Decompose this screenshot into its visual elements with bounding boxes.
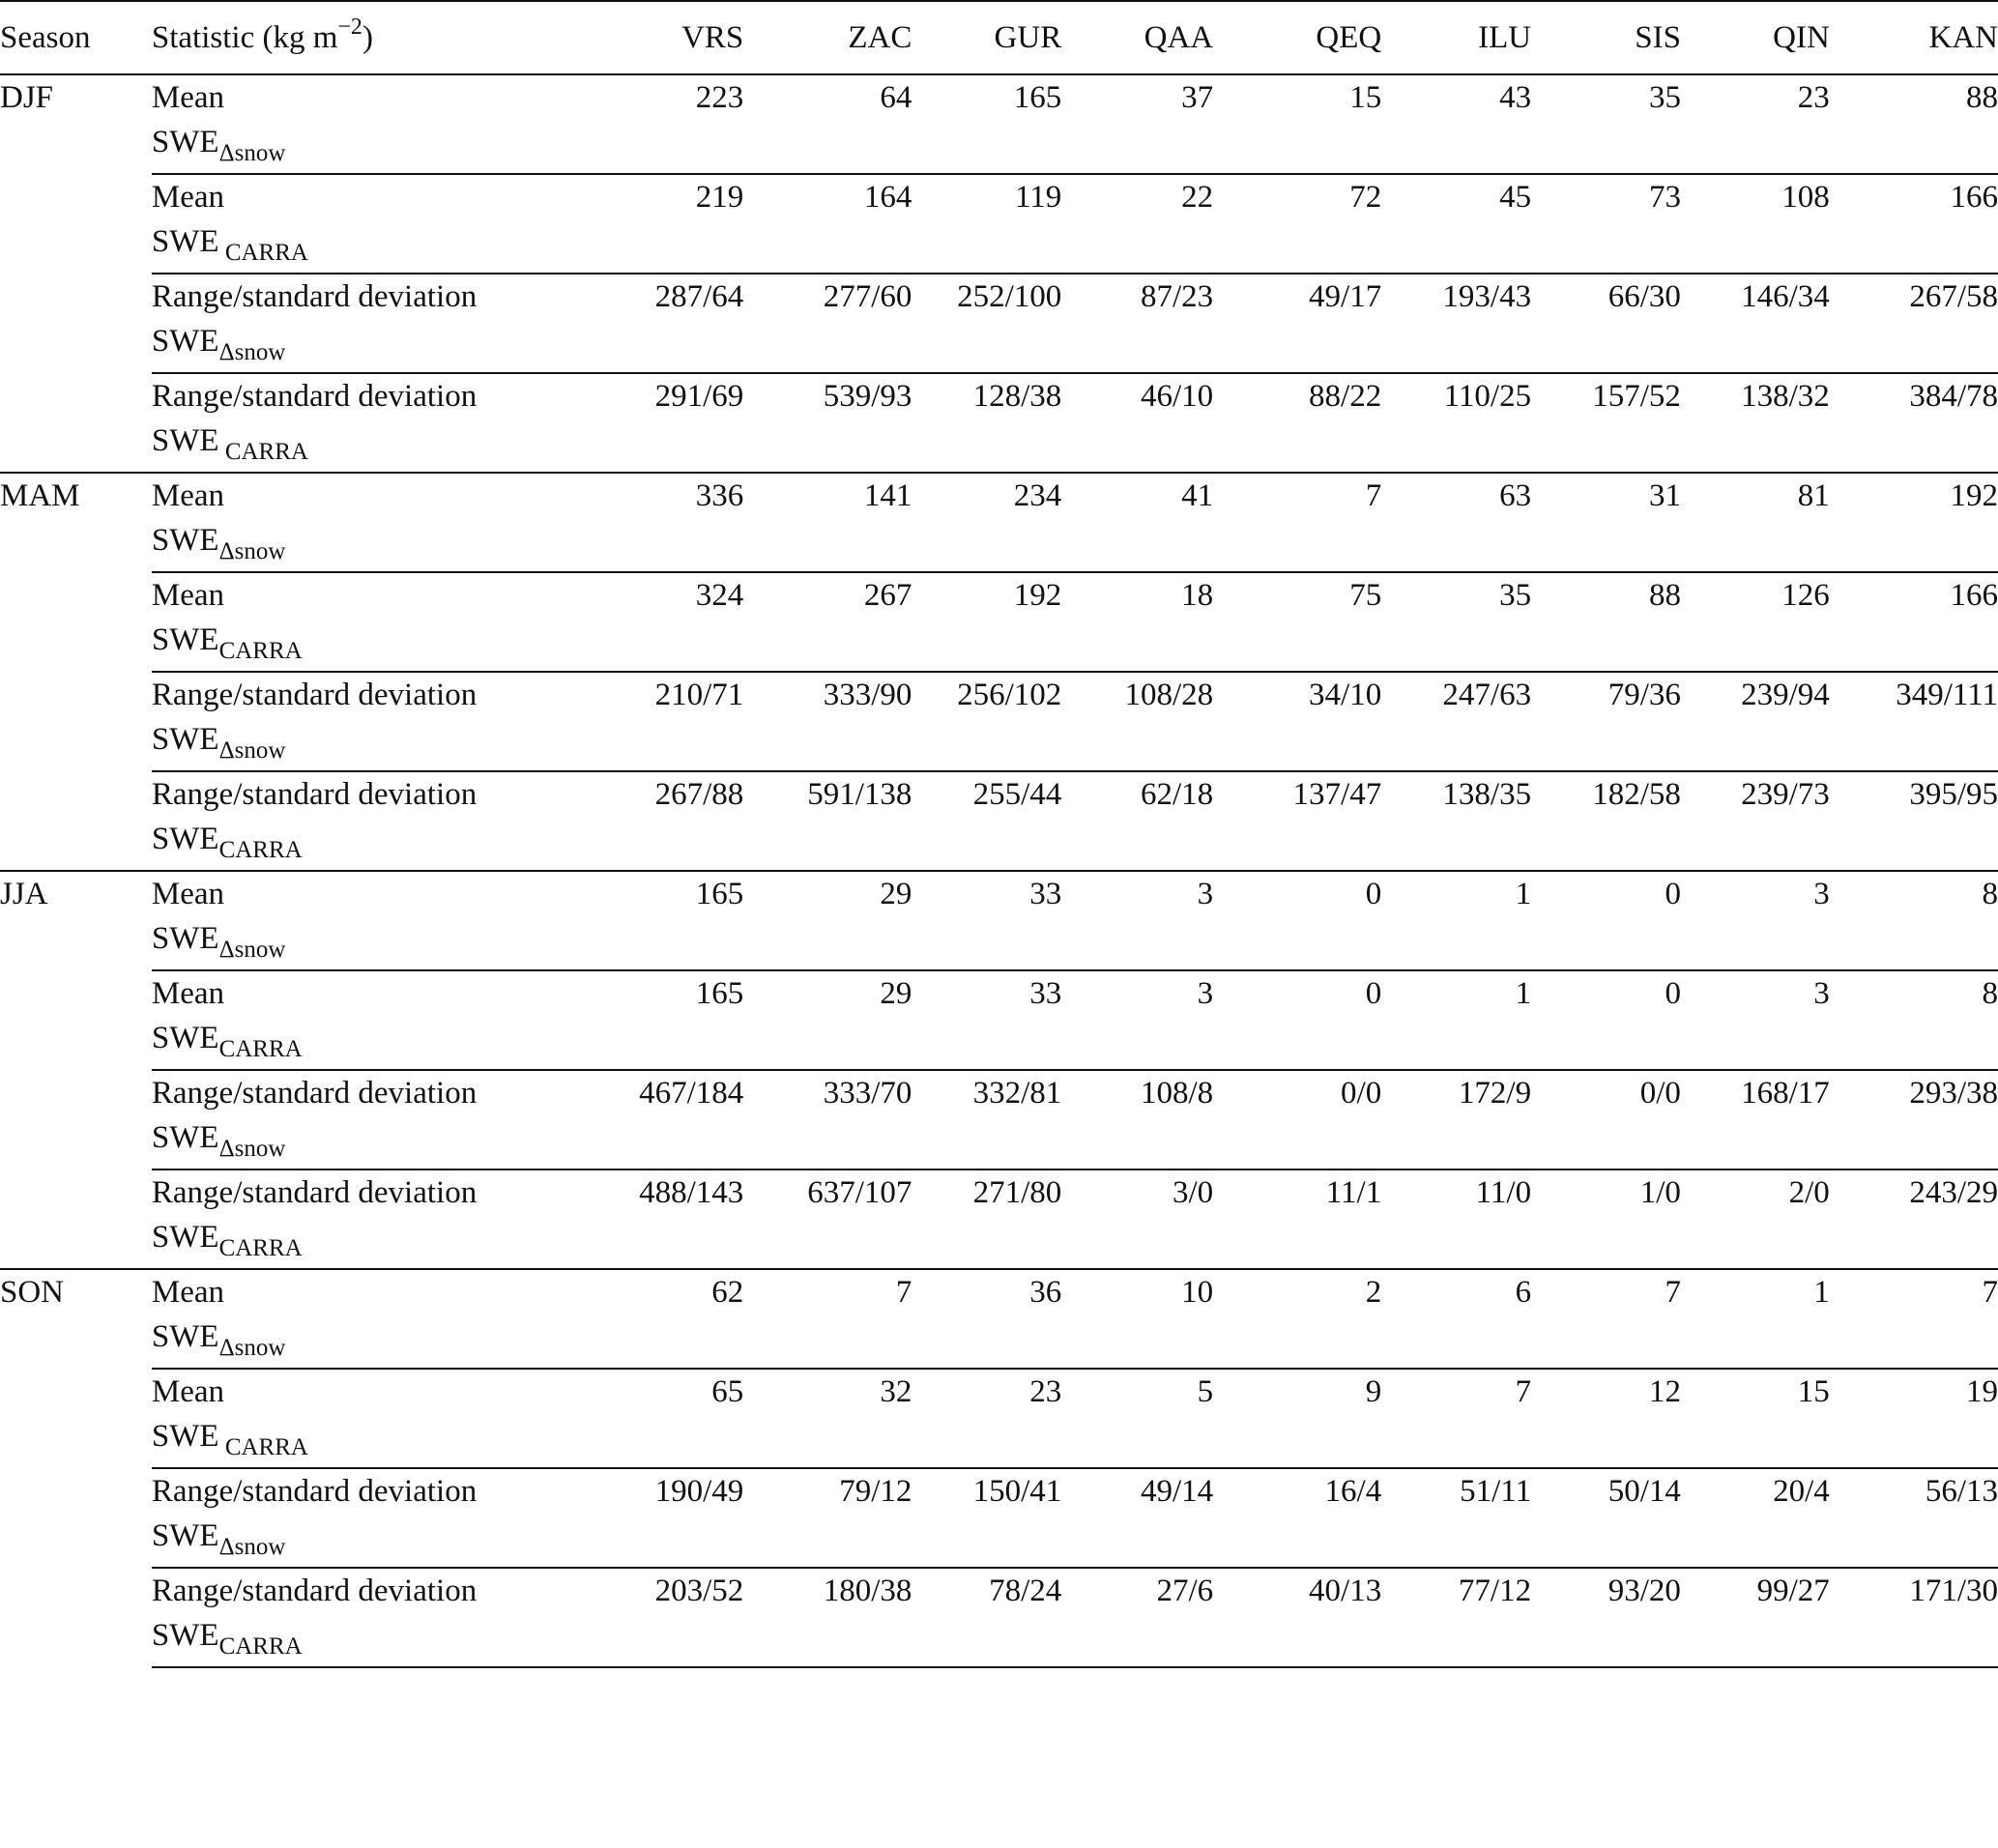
- header-row: [0, 1, 1998, 74]
- variable-name: SWE: [151, 324, 219, 359]
- statistic-label: Mean: [151, 578, 225, 613]
- value-cell: 8: [1830, 871, 1998, 970]
- variable-name: SWE: [151, 1618, 219, 1653]
- table-row: [0, 1568, 1998, 1667]
- variable-label: [152, 1215, 597, 1259]
- variable-name: SWE: [151, 921, 219, 956]
- table-row: [0, 871, 1998, 970]
- statistic-cell: [152, 473, 597, 572]
- value-cell: 16/4: [1213, 1468, 1381, 1568]
- variable-subscript: Δsnow: [218, 538, 286, 564]
- value-cell: 336: [596, 473, 743, 572]
- variable-label: [152, 120, 597, 164]
- value-cell: 56/13: [1830, 1468, 1998, 1568]
- value-cell: 0/0: [1531, 1070, 1681, 1169]
- value-cell: 63: [1381, 473, 1531, 572]
- value-cell: 3: [1681, 970, 1830, 1070]
- statistic-label: Range/standard deviation: [151, 1175, 478, 1210]
- value-cell: 88: [1531, 572, 1681, 672]
- value-cell: 29: [743, 871, 912, 970]
- value-cell: 193/43: [1381, 274, 1531, 373]
- value-cell: 192: [1830, 473, 1998, 572]
- value-cell: 64: [743, 74, 912, 174]
- value-cell: 384/78: [1830, 373, 1998, 473]
- statistic-cell: [152, 274, 597, 373]
- value-cell: 33: [912, 871, 1061, 970]
- value-cell: 6: [1381, 1269, 1531, 1369]
- statistic-cell: [152, 1369, 597, 1468]
- value-cell: 141: [743, 473, 912, 572]
- variable-label: [152, 219, 597, 264]
- value-cell: 79/36: [1531, 672, 1681, 771]
- variable-subscript: CARRA: [218, 439, 308, 465]
- variable-label: [152, 1016, 597, 1060]
- variable-subscript: CARRA: [218, 1434, 308, 1460]
- table-row: [0, 672, 1998, 771]
- statistic-label: Range/standard deviation: [151, 678, 478, 712]
- statistic-label: Mean: [151, 180, 225, 215]
- value-cell: 192: [912, 572, 1061, 672]
- value-cell: 108/28: [1061, 672, 1213, 771]
- value-cell: 488/143: [596, 1169, 743, 1269]
- value-cell: 256/102: [912, 672, 1061, 771]
- value-cell: 333/70: [743, 1070, 912, 1169]
- value-cell: 287/64: [596, 274, 743, 373]
- value-cell: 34/10: [1213, 672, 1381, 771]
- variable-label: [152, 1314, 597, 1359]
- variable-label: [152, 518, 597, 563]
- value-cell: 239/73: [1681, 771, 1830, 871]
- variable-name: SWE: [151, 822, 219, 856]
- statistic-label: Range/standard deviation: [151, 777, 478, 812]
- season-cell: MAM: [0, 473, 152, 871]
- value-cell: 119: [912, 174, 1061, 274]
- value-cell: 18: [1061, 572, 1213, 672]
- value-cell: 223: [596, 74, 743, 174]
- season-cell: JJA: [0, 871, 152, 1269]
- value-cell: 65: [596, 1369, 743, 1468]
- value-cell: 29: [743, 970, 912, 1070]
- header-statistic-suffix: ): [362, 20, 373, 55]
- variable-label: [152, 1414, 597, 1458]
- value-cell: 467/184: [596, 1070, 743, 1169]
- header-statistic-exponent: −2: [337, 14, 362, 40]
- value-cell: 87/23: [1061, 274, 1213, 373]
- value-cell: 7: [743, 1269, 912, 1369]
- table-row: [0, 1070, 1998, 1169]
- value-cell: 277/60: [743, 274, 912, 373]
- header-station: SIS: [1531, 1, 1681, 74]
- value-cell: 293/38: [1830, 1070, 1998, 1169]
- season-cell: DJF: [0, 74, 152, 473]
- statistic-label: Mean: [151, 976, 225, 1011]
- statistic-label: Mean: [151, 1374, 225, 1409]
- table-row: [0, 174, 1998, 274]
- value-cell: 0: [1213, 871, 1381, 970]
- header-station: GUR: [912, 1, 1061, 74]
- value-cell: 1: [1681, 1269, 1830, 1369]
- statistic-label: Mean: [151, 877, 225, 911]
- value-cell: 40/13: [1213, 1568, 1381, 1667]
- value-cell: 637/107: [743, 1169, 912, 1269]
- value-cell: 66/30: [1531, 274, 1681, 373]
- value-cell: 165: [596, 871, 743, 970]
- value-cell: 332/81: [912, 1070, 1061, 1169]
- value-cell: 182/58: [1531, 771, 1681, 871]
- value-cell: 3: [1061, 970, 1213, 1070]
- value-cell: 180/38: [743, 1568, 912, 1667]
- table-row: [0, 970, 1998, 1070]
- header-season: Season: [0, 1, 152, 74]
- value-cell: 2: [1213, 1269, 1381, 1369]
- statistic-label: Mean: [151, 478, 225, 513]
- value-cell: 43: [1381, 74, 1531, 174]
- value-cell: 7: [1531, 1269, 1681, 1369]
- value-cell: 0: [1213, 970, 1381, 1070]
- table-row: [0, 473, 1998, 572]
- value-cell: 35: [1381, 572, 1531, 672]
- value-cell: 62/18: [1061, 771, 1213, 871]
- value-cell: 51/11: [1381, 1468, 1531, 1568]
- statistic-cell: [152, 771, 597, 871]
- value-cell: 32: [743, 1369, 912, 1468]
- value-cell: 2/0: [1681, 1169, 1830, 1269]
- value-cell: 166: [1830, 174, 1998, 274]
- variable-label: [152, 717, 597, 762]
- variable-label: [152, 916, 597, 961]
- statistic-label: Range/standard deviation: [151, 279, 478, 314]
- value-cell: 219: [596, 174, 743, 274]
- value-cell: 88/22: [1213, 373, 1381, 473]
- value-cell: 252/100: [912, 274, 1061, 373]
- table-row: [0, 1269, 1998, 1369]
- table-row: [0, 572, 1998, 672]
- variable-subscript: CARRA: [218, 1235, 303, 1261]
- table-row: [0, 1169, 1998, 1269]
- variable-subscript: Δsnow: [218, 937, 286, 963]
- value-cell: 78/24: [912, 1568, 1061, 1667]
- statistic-cell: [152, 572, 597, 672]
- value-cell: 239/94: [1681, 672, 1830, 771]
- value-cell: 267/58: [1830, 274, 1998, 373]
- value-cell: 138/32: [1681, 373, 1830, 473]
- statistic-cell: [152, 174, 597, 274]
- value-cell: 75: [1213, 572, 1381, 672]
- value-cell: 172/9: [1381, 1070, 1531, 1169]
- value-cell: 126: [1681, 572, 1830, 672]
- header-station: VRS: [596, 1, 743, 74]
- variable-name: SWE: [151, 1021, 219, 1055]
- value-cell: 27/6: [1061, 1568, 1213, 1667]
- statistic-label: Range/standard deviation: [151, 1574, 478, 1608]
- statistic-cell: [152, 1269, 597, 1369]
- value-cell: 46/10: [1061, 373, 1213, 473]
- value-cell: 72: [1213, 174, 1381, 274]
- value-cell: 73: [1531, 174, 1681, 274]
- header-station: QIN: [1681, 1, 1830, 74]
- value-cell: 77/12: [1381, 1568, 1531, 1667]
- value-cell: 247/63: [1381, 672, 1531, 771]
- variable-label: [152, 319, 597, 363]
- variable-subscript: CARRA: [218, 638, 303, 664]
- value-cell: 3: [1061, 871, 1213, 970]
- season-cell: SON: [0, 1269, 152, 1667]
- value-cell: 324: [596, 572, 743, 672]
- value-cell: 11/0: [1381, 1169, 1531, 1269]
- value-cell: 267: [743, 572, 912, 672]
- header-station: ZAC: [743, 1, 912, 74]
- value-cell: 271/80: [912, 1169, 1061, 1269]
- header-station: QEQ: [1213, 1, 1381, 74]
- value-cell: 291/69: [596, 373, 743, 473]
- value-cell: 11/1: [1213, 1169, 1381, 1269]
- value-cell: 108/8: [1061, 1070, 1213, 1169]
- value-cell: 210/71: [596, 672, 743, 771]
- value-cell: 99/27: [1681, 1568, 1830, 1667]
- value-cell: 110/25: [1381, 373, 1531, 473]
- value-cell: 81: [1681, 473, 1830, 572]
- value-cell: 22: [1061, 174, 1213, 274]
- table-row: [0, 373, 1998, 473]
- variable-name: SWE: [151, 1120, 219, 1155]
- statistic-cell: [152, 1568, 597, 1667]
- variable-name: SWE: [151, 224, 219, 259]
- variable-subscript: Δsnow: [218, 1335, 286, 1361]
- header-station: ILU: [1381, 1, 1531, 74]
- value-cell: 0/0: [1213, 1070, 1381, 1169]
- variable-name: SWE: [151, 423, 219, 458]
- statistic-cell: [152, 1169, 597, 1269]
- variable-label: [152, 1514, 597, 1558]
- value-cell: 157/52: [1531, 373, 1681, 473]
- value-cell: 1/0: [1531, 1169, 1681, 1269]
- variable-subscript: Δsnow: [218, 737, 286, 764]
- value-cell: 79/12: [743, 1468, 912, 1568]
- value-cell: 45: [1381, 174, 1531, 274]
- value-cell: 1: [1381, 871, 1531, 970]
- statistic-label: Range/standard deviation: [151, 1474, 478, 1509]
- variable-label: [152, 618, 597, 662]
- statistic-label: Mean: [151, 80, 225, 115]
- table-row: [0, 74, 1998, 174]
- value-cell: 15: [1681, 1369, 1830, 1468]
- value-cell: 9: [1213, 1369, 1381, 1468]
- value-cell: 168/17: [1681, 1070, 1830, 1169]
- header-station: KAN: [1830, 1, 1998, 74]
- variable-name: SWE: [151, 722, 219, 757]
- variable-name: SWE: [151, 1319, 219, 1354]
- variable-subscript: CARRA: [218, 837, 303, 863]
- table-row: [0, 274, 1998, 373]
- value-cell: 234: [912, 473, 1061, 572]
- value-cell: 3: [1681, 871, 1830, 970]
- value-cell: 146/34: [1681, 274, 1830, 373]
- value-cell: 203/52: [596, 1568, 743, 1667]
- variable-subscript: Δsnow: [218, 1534, 286, 1560]
- variable-subscript: Δsnow: [218, 339, 286, 365]
- value-cell: 0: [1531, 871, 1681, 970]
- value-cell: 349/111: [1830, 672, 1998, 771]
- variable-label: [152, 419, 597, 463]
- value-cell: 41: [1061, 473, 1213, 572]
- statistic-label: Range/standard deviation: [151, 379, 478, 414]
- value-cell: 37: [1061, 74, 1213, 174]
- value-cell: 36: [912, 1269, 1061, 1369]
- value-cell: 31: [1531, 473, 1681, 572]
- statistic-cell: [152, 1468, 597, 1568]
- variable-name: SWE: [151, 622, 219, 657]
- value-cell: 395/95: [1830, 771, 1998, 871]
- header-station: QAA: [1061, 1, 1213, 74]
- value-cell: 20/4: [1681, 1468, 1830, 1568]
- variable-label: [152, 1613, 597, 1658]
- variable-subscript: Δsnow: [218, 140, 286, 166]
- variable-subscript: CARRA: [218, 1036, 303, 1062]
- table-body: [0, 74, 1998, 1667]
- variable-label: [152, 817, 597, 861]
- value-cell: 19: [1830, 1369, 1998, 1468]
- variable-subscript: CARRA: [218, 1633, 303, 1660]
- value-cell: 3/0: [1061, 1169, 1213, 1269]
- header-statistic-prefix: Statistic (kg m: [151, 20, 338, 55]
- table-row: [0, 1369, 1998, 1468]
- variable-name: SWE: [151, 125, 219, 159]
- value-cell: 5: [1061, 1369, 1213, 1468]
- variable-subscript: CARRA: [218, 240, 308, 266]
- value-cell: 1: [1381, 970, 1531, 1070]
- variable-subscript: Δsnow: [218, 1136, 286, 1162]
- value-cell: 267/88: [596, 771, 743, 871]
- statistic-label: Mean: [151, 1275, 225, 1310]
- value-cell: 62: [596, 1269, 743, 1369]
- value-cell: 15: [1213, 74, 1381, 174]
- statistic-cell: [152, 74, 597, 174]
- value-cell: 165: [596, 970, 743, 1070]
- statistic-cell: [152, 970, 597, 1070]
- statistic-cell: [152, 871, 597, 970]
- value-cell: 333/90: [743, 672, 912, 771]
- variable-name: SWE: [151, 1518, 219, 1553]
- value-cell: 128/38: [912, 373, 1061, 473]
- value-cell: 33: [912, 970, 1061, 1070]
- value-cell: 166: [1830, 572, 1998, 672]
- variable-name: SWE: [151, 1419, 219, 1454]
- value-cell: 243/29: [1830, 1169, 1998, 1269]
- header-statistic: [152, 1, 597, 74]
- variable-name: SWE: [151, 1220, 219, 1255]
- value-cell: 165: [912, 74, 1061, 174]
- statistic-cell: [152, 672, 597, 771]
- value-cell: 164: [743, 174, 912, 274]
- value-cell: 7: [1381, 1369, 1531, 1468]
- value-cell: 8: [1830, 970, 1998, 1070]
- value-cell: 539/93: [743, 373, 912, 473]
- value-cell: 12: [1531, 1369, 1681, 1468]
- statistic-cell: [152, 373, 597, 473]
- value-cell: 49/17: [1213, 274, 1381, 373]
- value-cell: 35: [1531, 74, 1681, 174]
- table-row: [0, 1468, 1998, 1568]
- value-cell: 50/14: [1531, 1468, 1681, 1568]
- table-row: [0, 771, 1998, 871]
- value-cell: 10: [1061, 1269, 1213, 1369]
- statistic-cell: [152, 1070, 597, 1169]
- value-cell: 88: [1830, 74, 1998, 174]
- value-cell: 255/44: [912, 771, 1061, 871]
- value-cell: 138/35: [1381, 771, 1531, 871]
- value-cell: 171/30: [1830, 1568, 1998, 1667]
- value-cell: 190/49: [596, 1468, 743, 1568]
- value-cell: 49/14: [1061, 1468, 1213, 1568]
- value-cell: 23: [1681, 74, 1830, 174]
- value-cell: 591/138: [743, 771, 912, 871]
- value-cell: 93/20: [1531, 1568, 1681, 1667]
- value-cell: 150/41: [912, 1468, 1061, 1568]
- value-cell: 7: [1830, 1269, 1998, 1369]
- value-cell: 0: [1531, 970, 1681, 1070]
- variable-name: SWE: [151, 523, 219, 558]
- value-cell: 108: [1681, 174, 1830, 274]
- value-cell: 137/47: [1213, 771, 1381, 871]
- value-cell: 7: [1213, 473, 1381, 572]
- variable-label: [152, 1115, 597, 1160]
- value-cell: 23: [912, 1369, 1061, 1468]
- statistic-label: Range/standard deviation: [151, 1076, 478, 1111]
